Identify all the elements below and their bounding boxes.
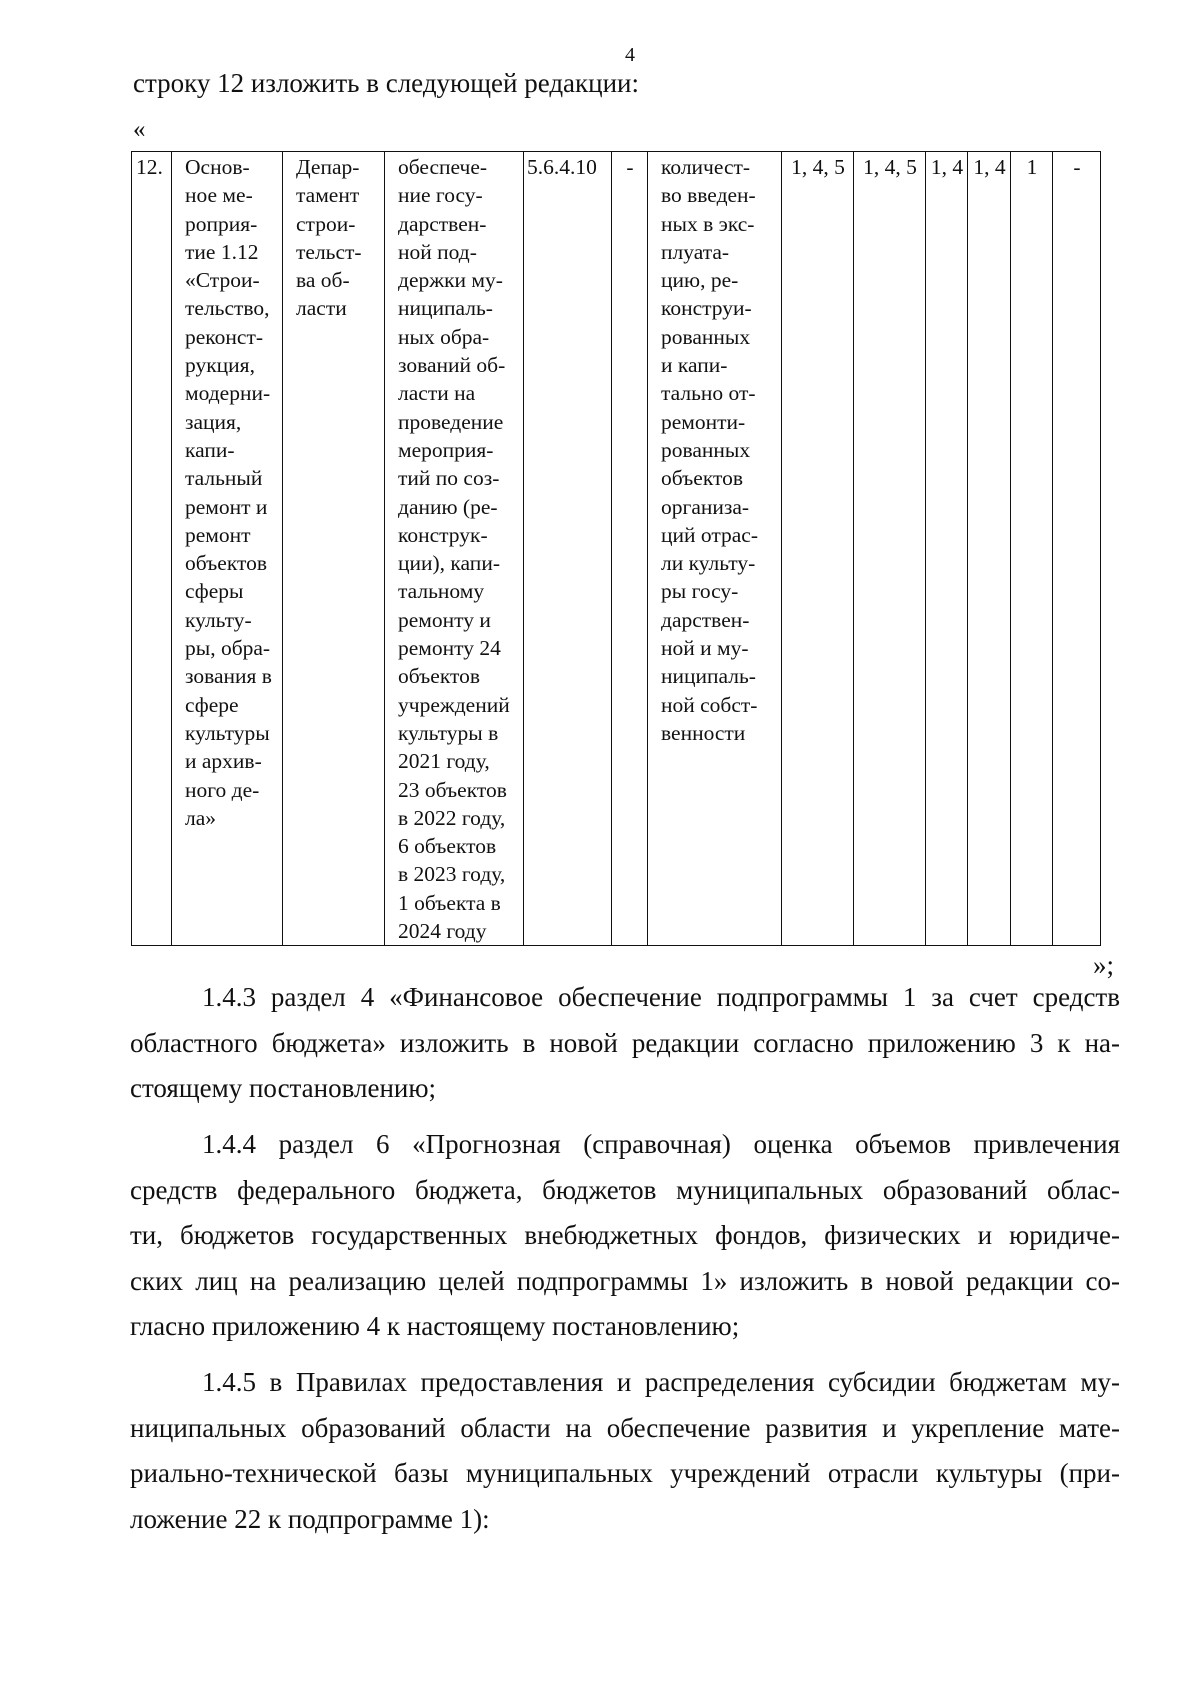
paragraph-1-4-3: 1.4.3 раздел 4 «Финансовое обеспечение подпрограммы 1 за счет средств областного бюджета» изложить в новой редакции согласно приложению 3 к на- стоящему постановлению;	[130, 982, 1120, 1103]
cell-code: 5.6.4.10	[524, 152, 612, 946]
cell-number: 12.	[132, 152, 172, 946]
cell-dash: -	[612, 152, 648, 946]
cell-value-5: 1	[1011, 152, 1053, 946]
paragraph-1-4-5: 1.4.5 в Правилах предоставления и распределения субсидии бюджетам му- ниципальных образований области на обеспечение развития и укрепление мате- риально-технической базы муниципальных учреждений отрасли культуры (при- ложение 22 к подпрограмме 1):	[130, 1367, 1120, 1534]
paragraph-1-4-4: 1.4.4 раздел 6 «Прогнозная (справочная) оценка объемов привлечения средств федерального бюджета, бюджетов муниципальных образований облас- ти, бюджетов государственных внебюджетных фондов, физических и юридиче- ских лиц на реализацию целей подпрограммы 1» изложить в новой редакции со- гласно приложению 4 к настоящему постановлению;	[130, 1129, 1120, 1341]
page-number: 4	[625, 44, 635, 66]
intro-text: строку 12 изложить в следующей редакции:	[133, 68, 640, 98]
cell-value-3: 1, 4	[926, 152, 968, 946]
cell-value-2: 1, 4, 5	[854, 152, 926, 946]
table-row	[132, 152, 1101, 946]
cell-indicator: количест- во введен- ных в экс- плуата- цию, ре- конструи- рованных и капи- тально от- ремонти- рованных объектов организа- ций отрас- ли культу- ры госу- дарствен- ной и му- ниципаль- ной собст- венности	[648, 152, 782, 946]
cell-value-1: 1, 4, 5	[782, 152, 854, 946]
cell-description: обеспече- ние госу- дарствен- ной под- держки му- ниципаль- ных обра- зований об- ласти на проведение мероприя- тий по соз- данию (ре- конструк- ции), капи- тальному ремонту и ремонту 24 объектов учреждений культуры в 2021 году, 23 объектов в 2022 году, 6 объектов в 2023 году, 1 объекта в 2024 году	[385, 152, 524, 946]
close-quote: »;	[1093, 950, 1115, 980]
cell-activity-name: Основ- ное ме- роприя- тие 1.12 «Строи- тельство, реконст- рукция, модерни- зация, капи- тальный ремонт и ремонт объектов сферы культу- ры, обра- зования в сфере культуры и архив- ного де- ла»	[172, 152, 283, 946]
amendment-table	[131, 151, 1101, 946]
cell-value-4: 1, 4	[968, 152, 1011, 946]
cell-department: Депар- тамент строи- тельст- ва об- ласти	[283, 152, 385, 946]
cell-value-6: -	[1053, 152, 1101, 946]
open-quote: «	[133, 116, 146, 143]
